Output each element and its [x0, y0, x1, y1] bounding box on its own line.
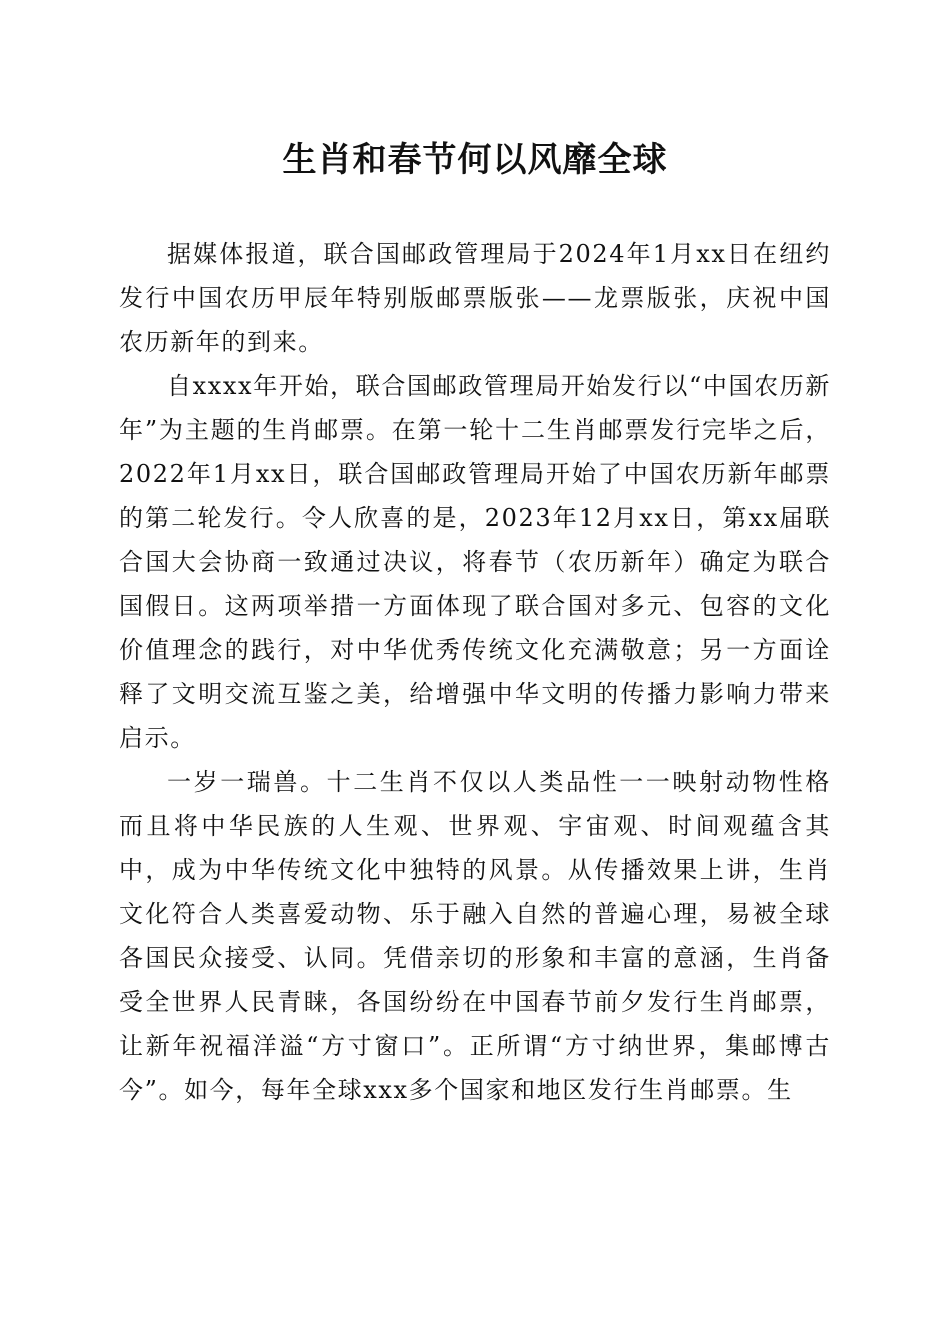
paragraph-2: 自xxxx年开始，联合国邮政管理局开始发行以“中国农历新年”为主题的生肖邮票。在第一轮十二生肖邮票发行完毕之后，2022年1月xx日，联合国邮政管理局开始了中国农历新年邮票的第二轮发行。令人欣喜的是，2023年12月xx日，第xx届联合国大会协商一致通过决议，将春节（农历新年）确定为联合国假日。这两项举措一方面体现了联合国对多元、包容的文化价值理念的践行，对中华优秀传统文化充满敬意；另一方面诠释了文明交流互鉴之美，给增强中华文明的传播力影响力带来启示。 [119, 372, 831, 752]
document-title: 生肖和春节何以风靡全球 [282, 140, 668, 180]
paragraph-1: 据媒体报道，联合国邮政管理局于2024年1月xx日在纽约发行中国农历甲辰年特别版邮票版张——龙票版张，庆祝中国农历新年的到来。 [119, 240, 831, 356]
paragraph-3: 一岁一瑞兽。十二生肖不仅以人类品性一一映射动物性格而且将中华民族的人生观、世界观、宇宙观、时间观蕴含其中，成为中华传统文化中独特的风景。从传播效果上讲，生肖文化符合人类喜爱动物、乐于融入自然的普遍心理，易被全球各国民众接受、认同。凭借亲切的形象和丰富的意涵，生肖备受全世界人民青睐，各国纷纷在中国春节前夕发行生肖邮票，让新年祝福洋溢“方寸窗口”。正所谓“方寸纳世界，集邮博古今”。如今，每年全球xxx多个国家和地区发行生肖邮票。生 [119, 768, 831, 1104]
document-body [119, 232, 831, 1112]
